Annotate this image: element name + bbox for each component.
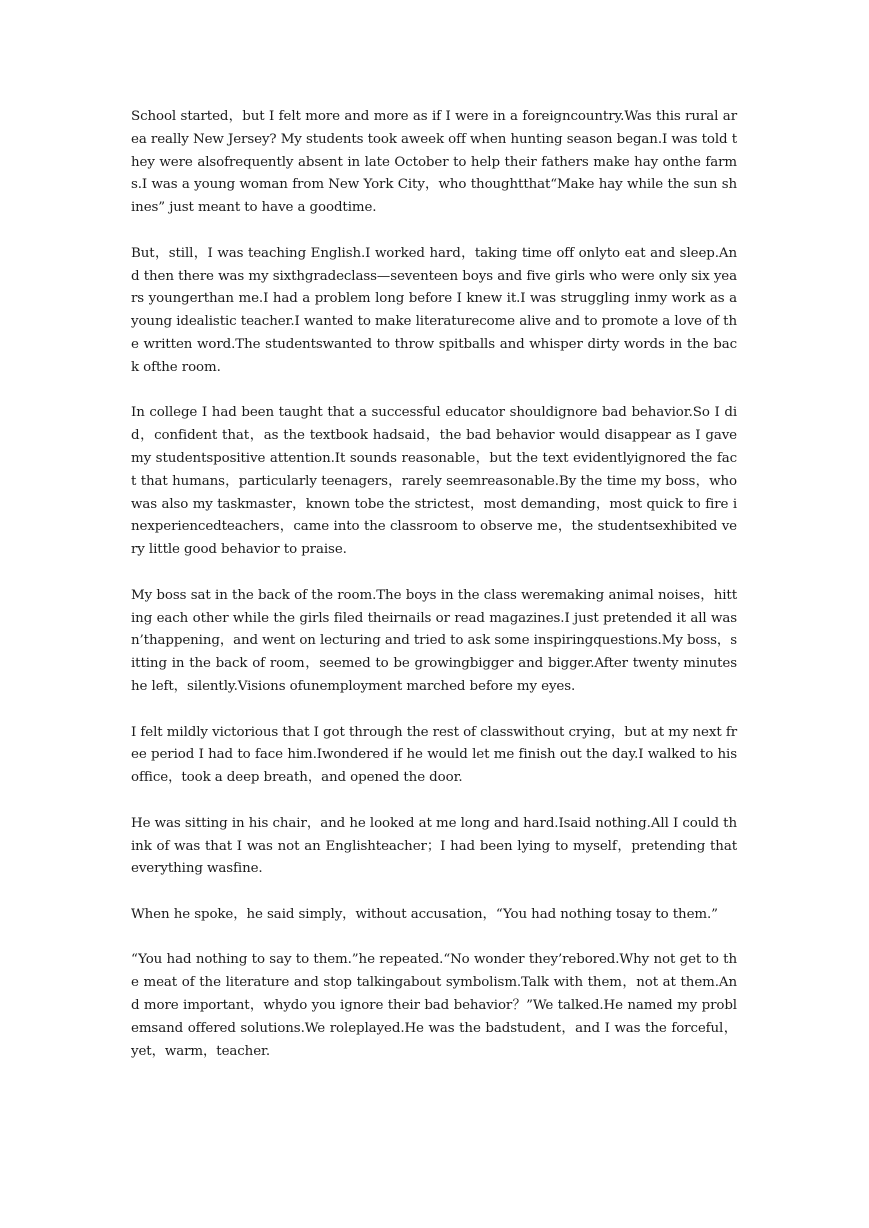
paragraph-3: In college I had been taught that a successful educator shouldignore bad behavior.So I did，confident that，as the textbook hadsaid，the bad behavior would disappear as I gave my studentspositive attention.It sounds reasonable，but the text evidentlyignored the fact that humans，particularly teenagers，rarely seemreasonable.By the time my boss，who was also my taskmaster，known tobe the strictest，most demanding，most quick to fire inexperiencedteachers，came into the classroom to observe me，the studentsexhibited very little good behavior to praise.: [131, 405, 737, 558]
paragraph-4: My boss sat in the back of the room.The boys in the class weremaking animal noises，hitting each other while the girls filed theirnails or read magazines.I just pretended it all wasn’thappening，and went on lecturing and tried to ask some inspiringquestions.My boss，sitting in the back of room，seemed to be growingbigger and bigger.After twenty minutes he left，silently.Visions ofunemployment marched before my eyes.: [131, 587, 737, 694]
paragraph-6: He was sitting in his chair，and he looked at me long and hard.Isaid nothing.All I could think of was that I was not an Englishteacher；I had been lying to myself，pretending that everything wasfine.: [131, 815, 737, 877]
paragraph-8: “You had nothing to say to them.”he repeated.“No wonder they’rebored.Why not get to the meat of the literature and stop talkingabout symbolism.Talk with them，not at them.And more important，whydo you ignore their bad behavior？”We talked.He named my problemsand offered solutions.We roleplayed.He was the badstudent，and I was the forceful，yet，warm，teacher.: [131, 952, 737, 1059]
paragraph-1: School started，but I felt more and more as if I were in a foreigncountry.Was this rural area really New Jersey? My students took aweek off when hunting season began.I was told they were alsofrequently absent in late October to help their fathers make hay onthe farms.I was a young woman from New York City，who thoughtthat“Make hay while the sun shines” just meant to have a goodtime.: [131, 109, 737, 216]
paragraph-5: I felt mildly victorious that I got through the rest of classwithout crying，but at my next free period I had to face him.Iwondered if he would let me finish out the day.I walked to hisoffice，took a deep breath，and opened the door.: [131, 724, 737, 786]
document-body: [131, 106, 737, 1086]
paragraph-7: When he spoke，he said simply，without accusation，“You had nothing tosay to them.”: [131, 906, 718, 922]
paragraph-2: But，still，I was teaching English.I worked hard，taking time off onlyto eat and sleep.And then there was my sixthgradeclass—seventeen boys and five girls who were only six years youngerthan me.I had a problem long before I knew it.I was struggling inmy work as a young idealistic teacher.I wanted to make literaturecome alive and to promote a love of the written word.The studentswanted to throw spitballs and whisper dirty words in the back ofthe room.: [131, 245, 737, 375]
